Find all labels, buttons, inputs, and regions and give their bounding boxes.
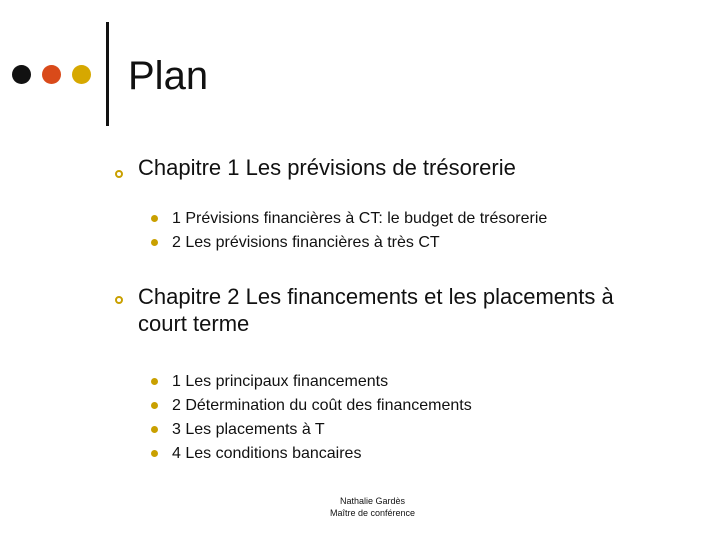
chapter-2-item-3-bullet-icon bbox=[151, 426, 158, 433]
chapter-2-item-3: 3 Les placements à T bbox=[172, 421, 325, 438]
chapter-2-bullet-icon bbox=[115, 296, 123, 304]
chapter-2-item-1-bullet-icon bbox=[151, 378, 158, 385]
chapter-1-item-1: 1 Prévisions financières à CT: le budget de trésorerie bbox=[172, 210, 548, 227]
chapter-1-item-2: 2 Les prévisions financières à très CT bbox=[172, 234, 440, 251]
chapter-2-item-4-bullet-icon bbox=[151, 450, 158, 457]
chapter-1-bullet-icon bbox=[115, 170, 123, 178]
chapter-2-item-4: 4 Les conditions bancaires bbox=[172, 445, 362, 462]
chapter-1-item-1-bullet-icon bbox=[151, 215, 158, 222]
orange-dot-icon bbox=[42, 65, 61, 84]
slide-title: Plan bbox=[128, 54, 209, 98]
black-dot-icon bbox=[12, 65, 31, 84]
chapter-2-heading-line-2: court terme bbox=[138, 311, 250, 336]
chapter-2-item-2-bullet-icon bbox=[151, 402, 158, 409]
chapter-2-heading-line-1: Chapitre 2 Les financements et les placements à bbox=[138, 284, 614, 309]
chapter-1-item-2-bullet-icon bbox=[151, 239, 158, 246]
footer-role: Maître de conférence bbox=[329, 508, 416, 518]
chapter-1-heading: Chapitre 1 Les prévisions de trésorerie bbox=[138, 155, 516, 180]
yellow-dot-icon bbox=[72, 65, 91, 84]
footer-author: Nathalie Gardès bbox=[339, 496, 406, 506]
chapter-2-item-1: 1 Les principaux financements bbox=[172, 373, 389, 390]
title-divider-line bbox=[106, 22, 109, 126]
chapter-2-item-2: 2 Détermination du coût des financements bbox=[172, 397, 472, 414]
